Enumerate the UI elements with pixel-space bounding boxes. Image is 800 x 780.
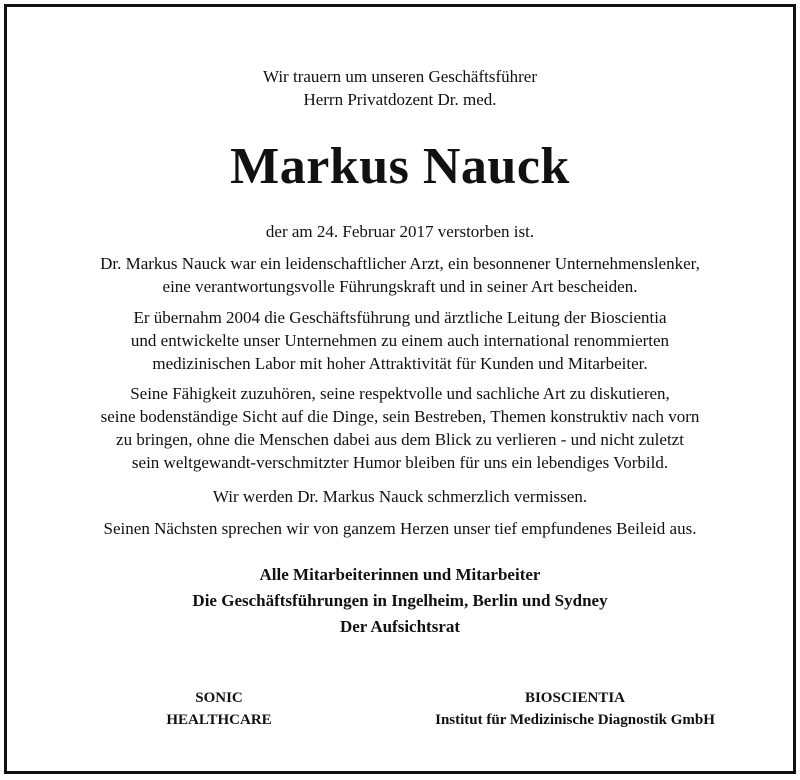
company-line: Institut für Medizinische Diagnostik GmbH [435,712,715,728]
company-line: BIOSCIENTIA [524,690,626,706]
paragraph-line: Seine Fähigkeit zuzuhören, seine respektvolle und sachliche Art zu diskutieren, [130,384,670,403]
paragraph-line: Dr. Markus Nauck war ein leidenschaftlicher Arzt, ein besonnener Unternehmenslenker, [100,254,700,273]
paragraph-1 [7,252,793,298]
paragraph-2 [7,306,793,375]
company-line: HEALTHCARE [166,712,272,728]
company-bioscientia [407,687,743,731]
paragraph-line: sein weltgewandt-verschmitzter Humor bleiben für uns ein lebendiges Vorbild. [131,453,669,472]
intro-line: Wir trauern um unseren Geschäftsführer [262,67,538,86]
signer-line: Der Aufsichtsrat [339,617,461,636]
paragraph-4: Wir werden Dr. Markus Nauck schmerzlich vermissen. [212,487,588,506]
paragraph-3 [7,382,793,474]
paragraph-line: Er übernahm 2004 die Geschäftsführung und ärztliche Leitung der Bioscientia [133,308,667,327]
signer-line: Alle Mitarbeiterinnen und Mitarbeiter [259,565,541,584]
obituary-frame [4,4,796,774]
company-sonic-healthcare [119,687,319,731]
deceased-name: Markus Nauck [230,138,570,195]
intro-line: Herrn Privatdozent Dr. med. [303,90,497,109]
paragraph-line: seine bodenständige Sicht auf die Dinge, sein Bestreben, Themen konstruktiv nach vorn [100,407,700,426]
paragraph-line: und entwickelte unser Unternehmen zu einem auch international renommierten [130,331,670,350]
signers-block [7,562,793,640]
paragraph-line: eine verantwortungsvolle Führungskraft und in seiner Art bescheiden. [162,277,638,296]
paragraph-5: Seinen Nächsten sprechen wir von ganzem Herzen unser tief empfundenes Beileid aus. [103,519,697,538]
signer-line: Die Geschäftsführungen in Ingelheim, Berlin und Sydney [192,591,608,610]
intro-text [7,65,793,111]
paragraph-line: medizinischen Labor mit hoher Attraktivität für Kunden und Mitarbeiter. [152,354,648,373]
paragraph-line: zu bringen, ohne die Menschen dabei aus dem Blick zu verlieren - und nicht zuletzt [116,430,684,449]
death-date-text: der am 24. Februar 2017 verstorben ist. [265,222,535,241]
company-line: SONIC [195,690,243,706]
